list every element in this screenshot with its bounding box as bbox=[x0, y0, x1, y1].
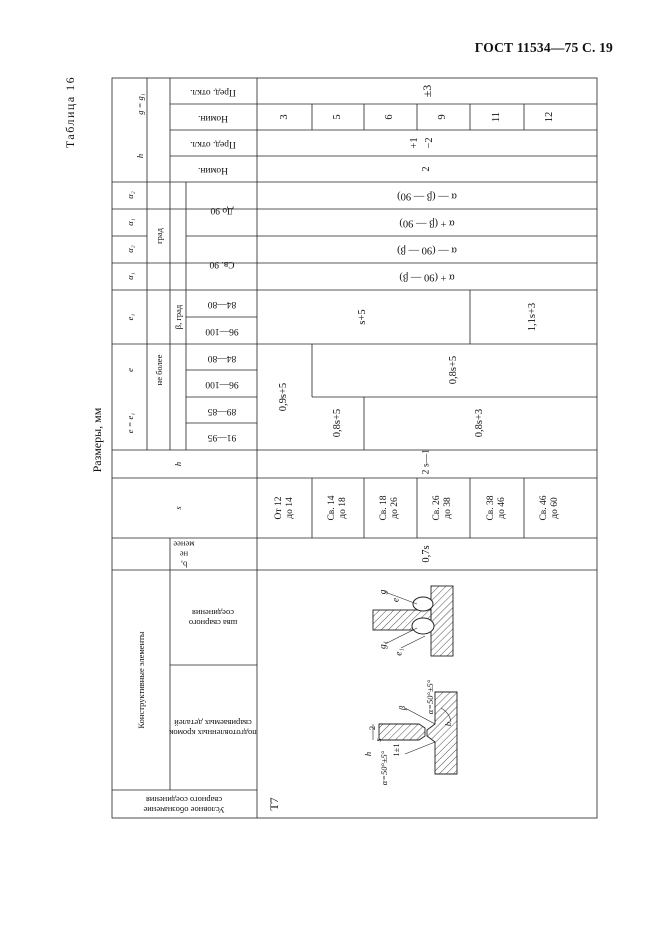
header-g-nomin: Номин. bbox=[198, 112, 228, 123]
h-nom-value: 2 bbox=[420, 166, 432, 172]
header-upto90: До 90 bbox=[210, 204, 234, 215]
label-g: g bbox=[378, 589, 389, 595]
alpha-formula-4: α + (90 — β) bbox=[399, 271, 455, 283]
label-h: h bbox=[362, 751, 373, 757]
header-h-tolerance: h bbox=[134, 153, 145, 159]
label-e1: e₁ bbox=[394, 648, 405, 656]
header-b84-80-b: 84—80 bbox=[207, 352, 237, 363]
label-dim2: 2 bbox=[366, 725, 377, 731]
h-tol-plus: +1 bbox=[408, 137, 420, 149]
dimensions-label: Размеры, мм bbox=[90, 407, 104, 473]
header-grad: град bbox=[153, 228, 164, 244]
label-gap: 1±1 bbox=[390, 743, 401, 757]
label-s: s bbox=[372, 738, 383, 742]
alpha-formula-1: α — (β — 90) bbox=[397, 190, 457, 202]
header-over90: Св. 90 bbox=[209, 258, 235, 269]
header-designation: Условное обозначение сварного соединения bbox=[143, 795, 225, 815]
header-b96-100-b: 96—100 bbox=[205, 378, 239, 389]
header-s: s bbox=[172, 506, 183, 510]
header-g-g1: g = g₁ bbox=[134, 93, 145, 115]
header-b91-95: 91—95 bbox=[207, 431, 237, 442]
g-nom-6: 12 bbox=[543, 111, 555, 123]
header-e1: e₁ bbox=[124, 313, 135, 321]
header-b96-100-a: 96—100 bbox=[205, 325, 239, 336]
range-6: Св. 46 до 60 bbox=[539, 495, 560, 521]
g-nom-2: 5 bbox=[331, 114, 343, 120]
header-weld-seam: шва сварного соединения bbox=[188, 608, 238, 628]
header-b84-80-a: 84—80 bbox=[207, 298, 237, 309]
e1-value-right: 1,1s+3 bbox=[526, 302, 538, 332]
label-e: e bbox=[391, 597, 402, 603]
header-constructive-elements: Конструктивные элементы bbox=[135, 631, 146, 729]
range-3: Св. 18 до 26 bbox=[379, 495, 400, 521]
e-e1-value-third: 0,8s+3 bbox=[473, 408, 485, 438]
label-b: b bbox=[442, 721, 453, 727]
header-alpha1-a: α₁ bbox=[124, 218, 135, 226]
e-e1-value-second: 0,8s+5 bbox=[331, 408, 343, 438]
label-beta: β bbox=[396, 705, 407, 711]
e1-value-left: s+5 bbox=[356, 309, 368, 325]
h-fraction-numerator: s—1 bbox=[421, 449, 432, 467]
header-h: h bbox=[172, 461, 183, 467]
header-alpha2-a: α₂ bbox=[124, 191, 135, 199]
alpha-formula-2: α + (β — 90) bbox=[399, 217, 455, 229]
header-alpha2-b: α₂ bbox=[124, 245, 135, 253]
page-header: ГОСТ 11534—75 С. 19 bbox=[474, 40, 613, 55]
label-alpha-top: α=50°±5° bbox=[424, 679, 435, 715]
e-e1-value-first: 0,9s+5 bbox=[277, 382, 289, 412]
g-nom-1: 3 bbox=[278, 114, 290, 120]
h-fraction-denominator: 2 bbox=[421, 469, 432, 475]
header-h-nomin: Номин. bbox=[198, 164, 228, 175]
table-label: Таблица 16 bbox=[63, 75, 77, 149]
header-b89-85: 89—85 bbox=[207, 405, 237, 416]
g-tolerance-value: ±3 bbox=[420, 84, 434, 98]
h-tol-minus: −2 bbox=[423, 137, 435, 149]
header-h-pred-otkl: Пред. откл. bbox=[190, 138, 236, 149]
g-nom-4: 9 bbox=[436, 114, 448, 120]
header-e-e1: e = e₁ bbox=[124, 412, 135, 434]
designation-value: Т7 bbox=[267, 797, 281, 811]
header-g-pred-otkl: Пред. откл. bbox=[190, 86, 236, 97]
g-nom-5: 11 bbox=[490, 111, 502, 123]
header-beta-grad: β, град bbox=[172, 304, 183, 330]
header-b-not-less: b, не менее bbox=[173, 540, 195, 570]
header-e: e bbox=[124, 368, 135, 372]
range-5: Св. 38 до 46 bbox=[486, 495, 507, 521]
g-nom-3: 6 bbox=[383, 114, 395, 120]
range-1: От 12 до 14 bbox=[274, 496, 295, 520]
label-g1: g₁ bbox=[378, 640, 389, 650]
label-alpha-bottom: α=50°±5° bbox=[378, 750, 389, 786]
range-4: Св. 26 до 38 bbox=[432, 495, 453, 521]
header-alpha1-b: α₁ bbox=[124, 272, 135, 280]
header-prepared-edges: подготовленных кромок свариваемых деталей bbox=[169, 718, 257, 738]
e-value: 0,8s+5 bbox=[447, 355, 459, 385]
header-not-more: не более bbox=[153, 354, 164, 386]
range-2: Св. 14 до 18 bbox=[327, 495, 348, 521]
b-value: 0,7s bbox=[420, 545, 432, 563]
alpha-formula-3: α — (90 — β) bbox=[397, 244, 457, 256]
